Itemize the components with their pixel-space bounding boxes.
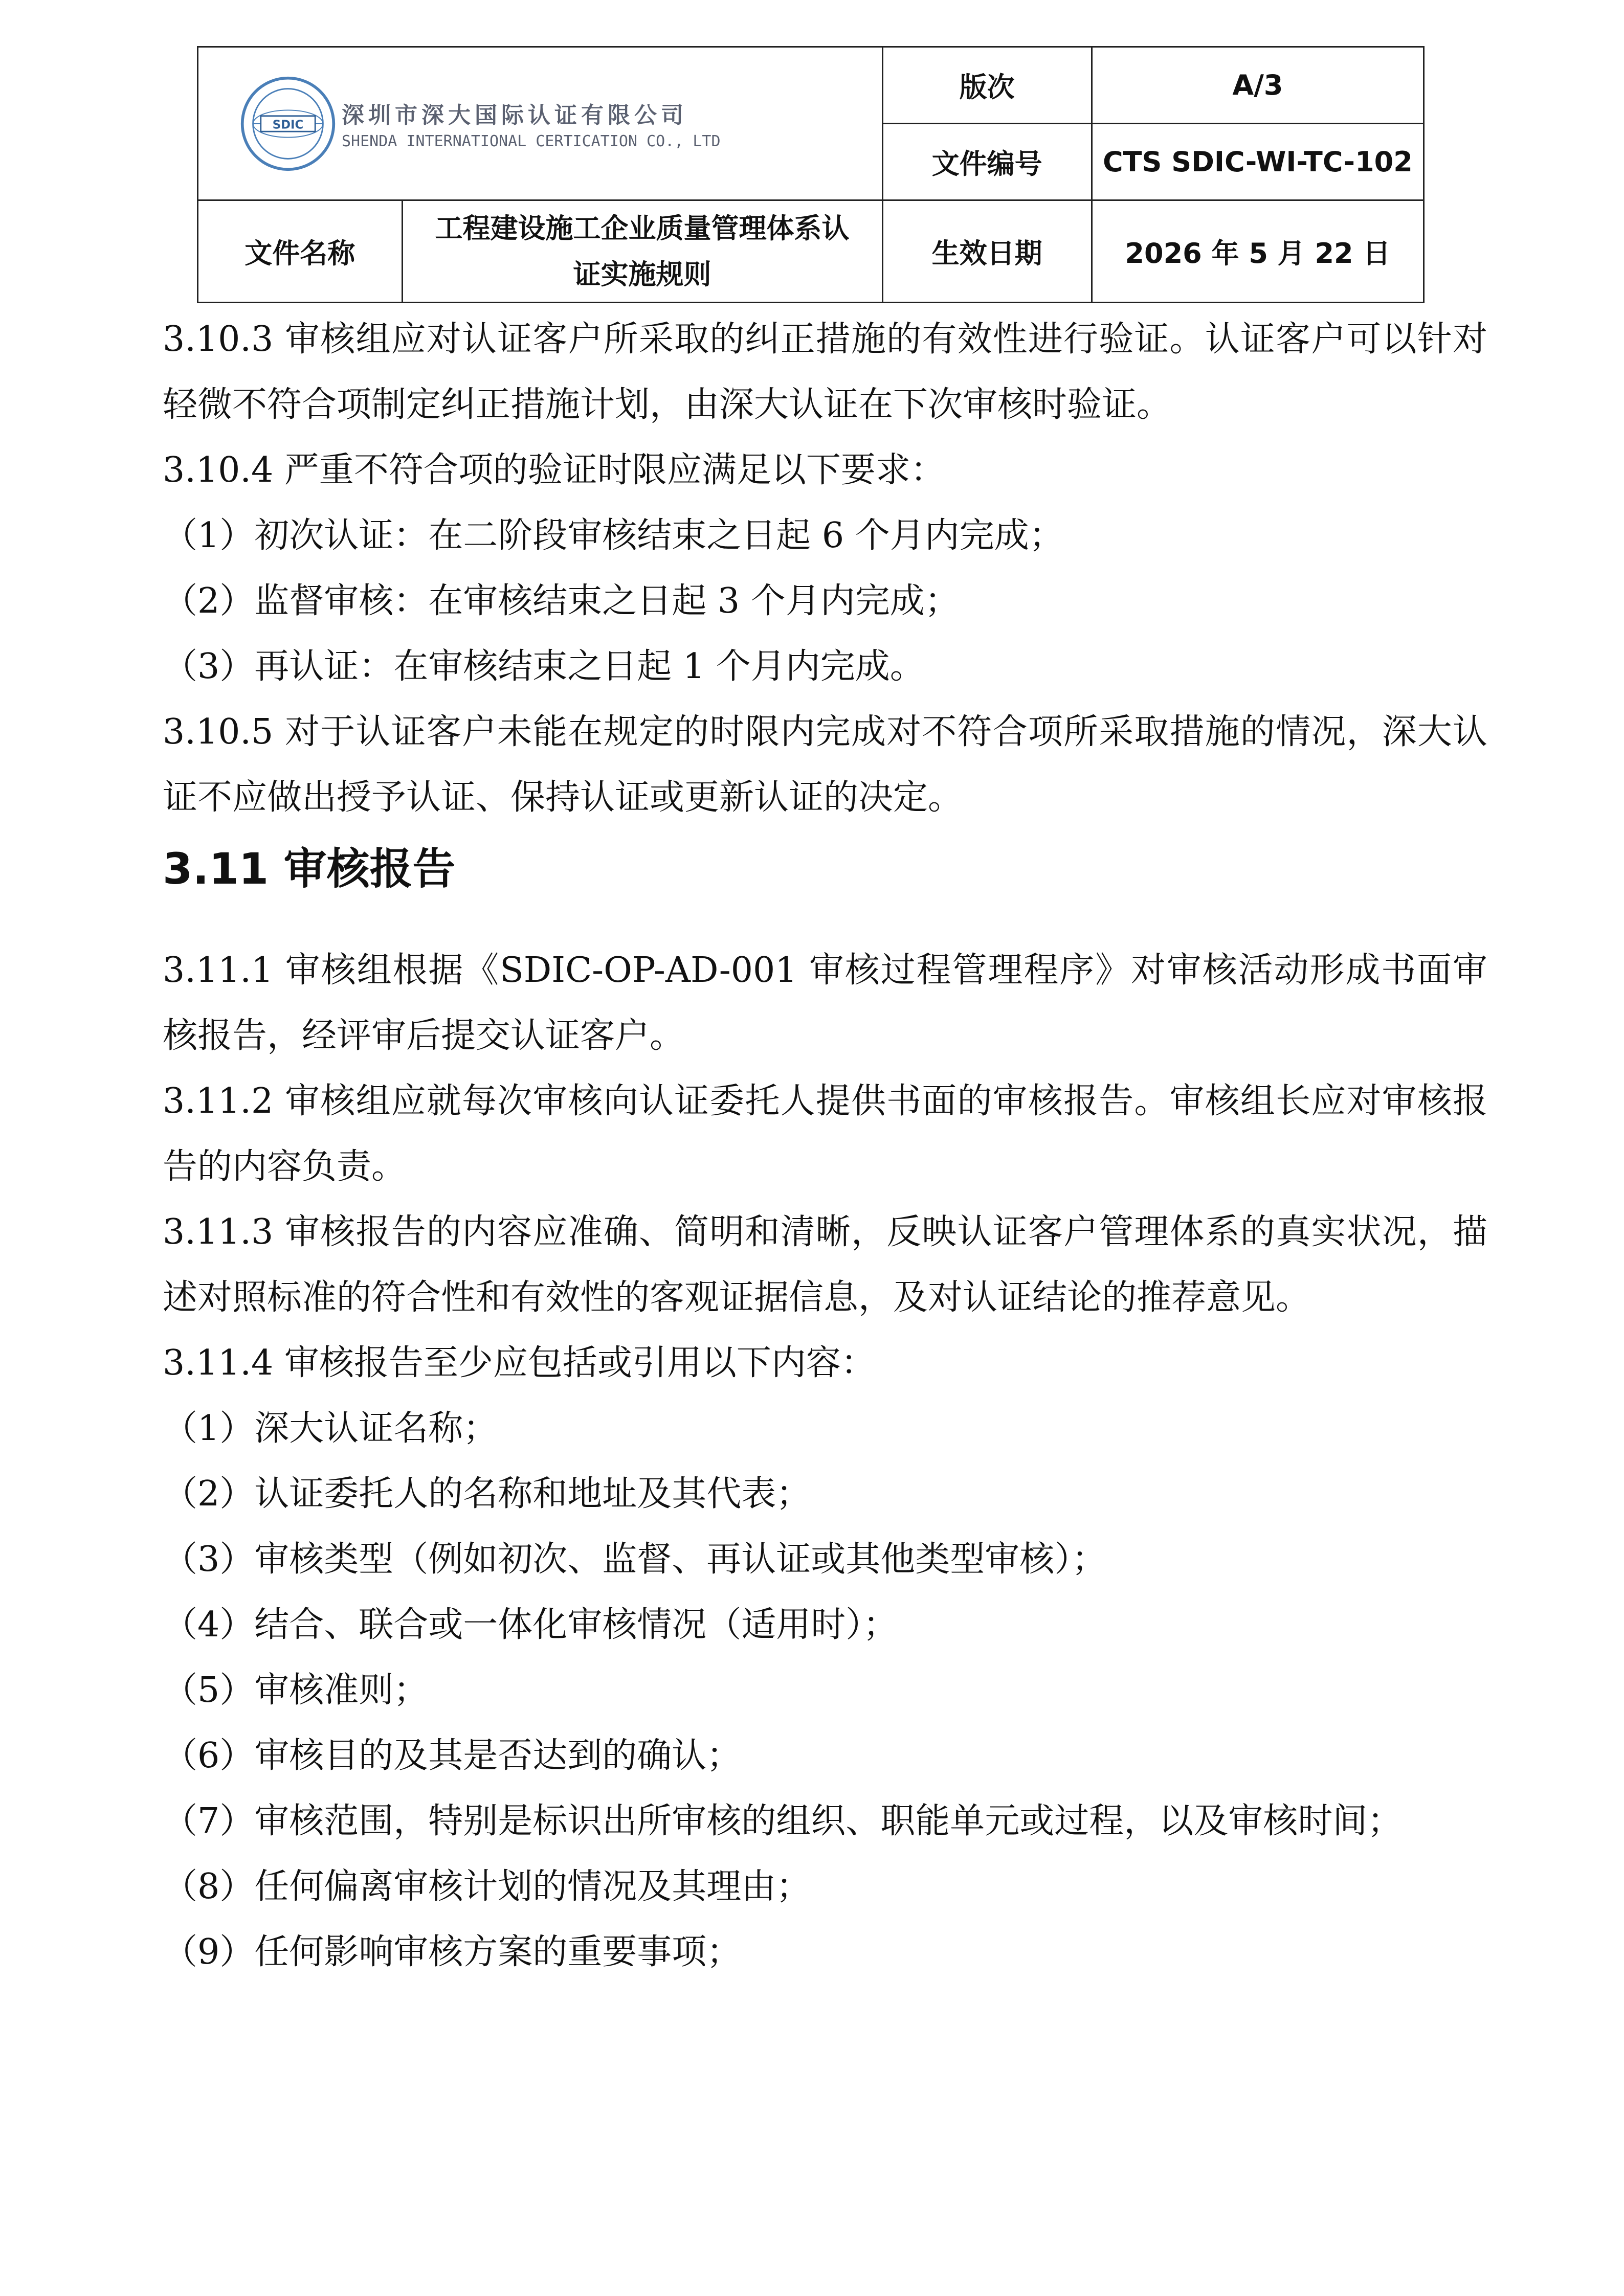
- doc-number-label: 文件编号: [882, 124, 1092, 200]
- list-item: （2）认证委托人的名称和地址及其代表；: [163, 1474, 811, 1514]
- company-name-cn: 深圳市深大国际认证有限公司: [342, 102, 687, 128]
- paragraph-3-10-4: 3.10.4 严重不符合项的验证时限应满足以下要求：: [163, 450, 945, 490]
- section-heading-3-11: 3.11 审核报告: [163, 844, 456, 894]
- version-label: 版次: [882, 47, 1092, 124]
- paragraph-3-11-3: 3.11.3 审核报告的内容应准确、简明和清晰，反映认证客户管理体系的真实状况，描述对照标准的符合性和有效性的客观证据信息，及对认证结论的推荐意见。: [163, 1212, 1487, 1318]
- doc-name-line1: 工程建设施工企业质量管理体系认: [435, 212, 850, 244]
- paragraph-3-11-2: 3.11.2 审核组应就每次审核向认证委托人提供书面的审核报告。审核组长应对审核报告的内容负责。: [163, 1081, 1487, 1187]
- company-logo-cell: [198, 47, 883, 200]
- list-item: （9）任何影响审核方案的重要事项；: [163, 1932, 742, 1972]
- svg-text:SDIC: SDIC: [272, 118, 304, 131]
- paragraph-3-10-5: 3.10.5 对于认证客户未能在规定的时限内完成对不符合项所采取措施的情况，深大认证不应做出授予认证、保持认证或更新认证的决定。: [163, 712, 1487, 818]
- list-item: （8）任何偏离审核计划的情况及其理由；: [163, 1866, 811, 1907]
- paragraph-3-11-4: 3.11.4 审核报告至少应包括或引用以下内容：: [163, 1343, 876, 1383]
- paragraph-3-11-1: 3.11.1 审核组根据《SDIC-OP-AD-001 审核过程管理程序》对审核活动形成书面审核报告，经评审后提交认证客户。: [163, 950, 1487, 1056]
- doc-name-line2: 证实施规则: [573, 258, 711, 290]
- paragraph-3-10-3: 3.10.3 审核组应对认证客户所采取的纠正措施的有效性进行验证。认证客户可以针对轻微不符合项制定纠正措施计划，由深大认证在下次审核时验证。: [163, 319, 1487, 425]
- company-name-en: SHENDA INTERNATIONAL CERTICATION CO., LTD: [342, 132, 721, 150]
- company-seal-icon: [239, 75, 337, 172]
- document-body: [163, 307, 1487, 1985]
- list-item: （5）审核准则；: [163, 1670, 429, 1710]
- doc-name-value: [402, 200, 882, 303]
- doc-name-label: 文件名称: [198, 200, 403, 303]
- document-header-table: [197, 46, 1425, 303]
- list-item: （6）审核目的及其是否达到的确认；: [163, 1736, 742, 1776]
- list-item: （1）深大认证名称；: [163, 1408, 498, 1449]
- list-item: （4）结合、联合或一体化审核情况（适用时）；: [163, 1605, 898, 1645]
- version-value: A/3: [1092, 47, 1423, 124]
- list-item: （3）审核类型（例如初次、监督、再认证或其他类型审核）；: [163, 1539, 1107, 1580]
- list-item: （3）再认证：在审核结束之日起 1 个月内完成。: [163, 646, 925, 687]
- list-item: （2）监督审核：在审核结束之日起 3 个月内完成；: [163, 581, 960, 621]
- list-item: （7）审核范围，特别是标识出所审核的组织、职能单元或过程，以及审核时间；: [163, 1801, 1403, 1841]
- effective-date-value: 2026 年 5 月 22 日: [1092, 200, 1423, 303]
- company-name: [342, 97, 721, 150]
- effective-date-label: 生效日期: [882, 200, 1092, 303]
- list-item: （1）初次认证：在二阶段审核结束之日起 6 个月内完成；: [163, 515, 1064, 556]
- doc-number-value: CTS SDIC-WI-TC-102: [1092, 124, 1423, 200]
